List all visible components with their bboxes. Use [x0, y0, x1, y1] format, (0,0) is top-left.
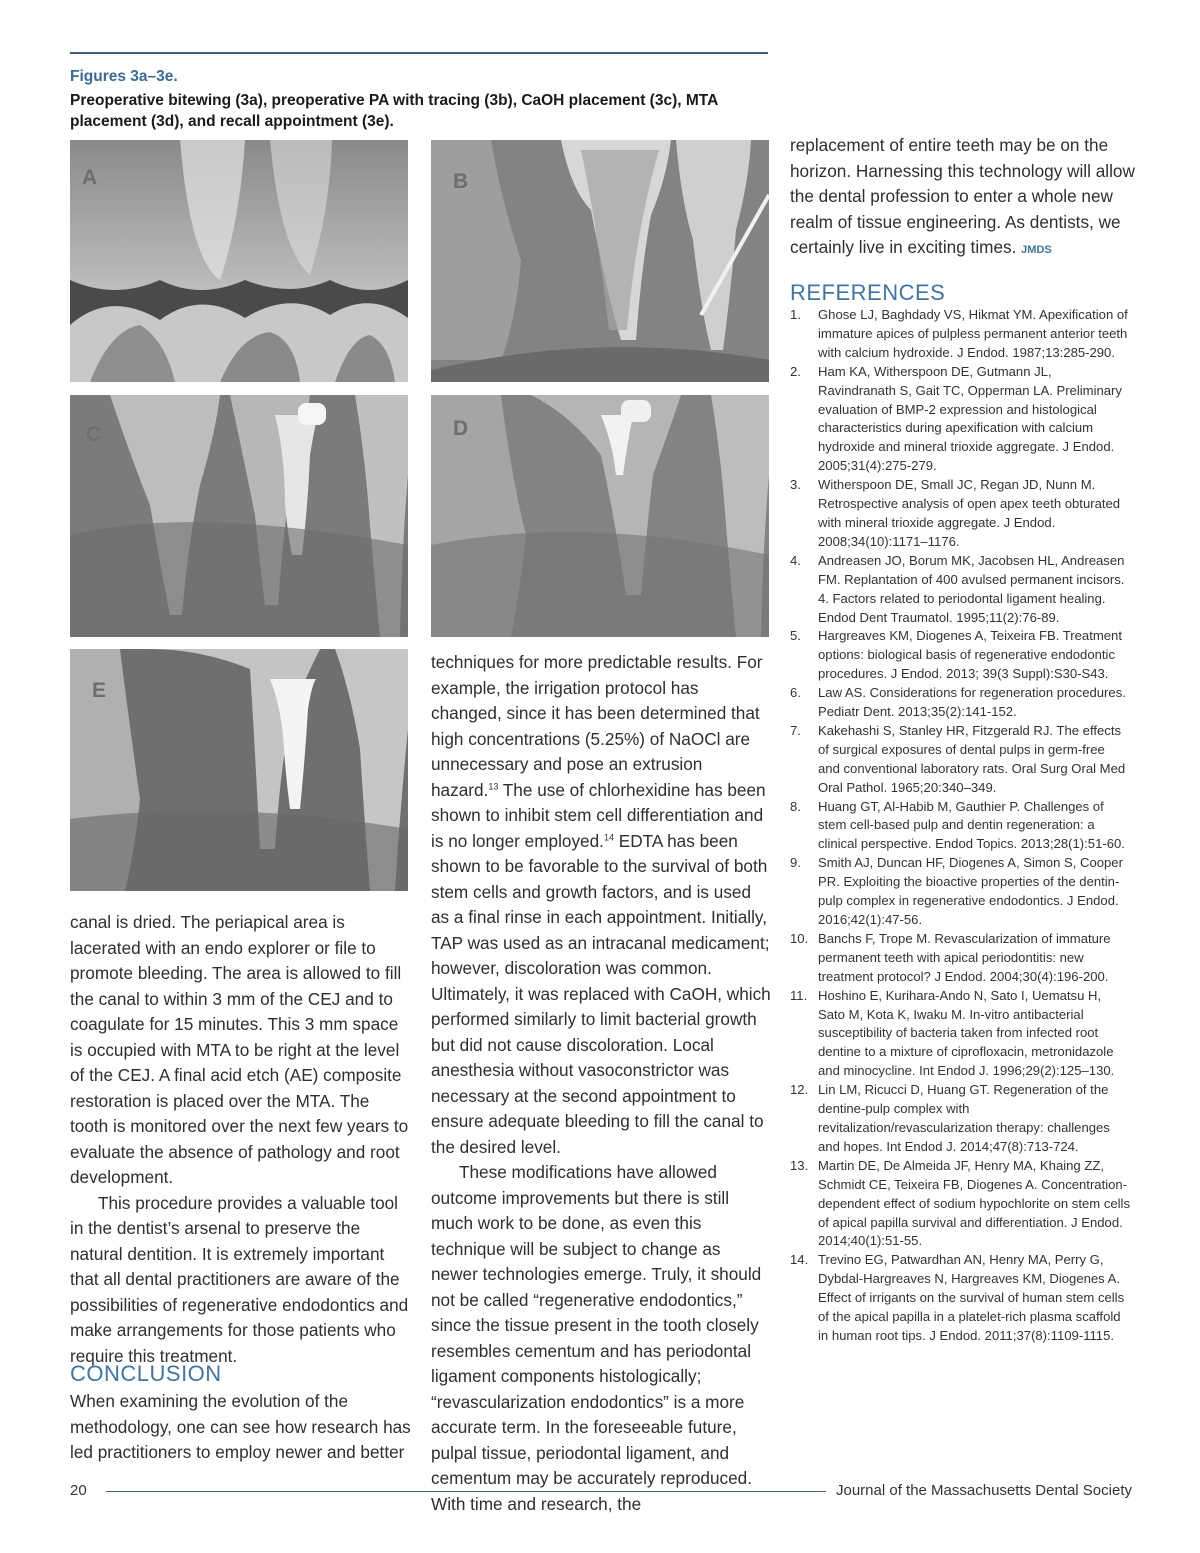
reference-number: 8. — [790, 798, 801, 814]
reference-text: Smith AJ, Duncan HF, Diogenes A, Simon S, Cooper PR. Exploiting the bioactive properties of the dentin-pulp complex in regenerative endodontics. J Endod. 2016;42(1):47-56. — [818, 855, 1123, 927]
reference-number: 2. — [790, 363, 801, 379]
reference-number: 4. — [790, 552, 801, 568]
reference-number: 12. — [790, 1082, 809, 1098]
reference-item — [790, 854, 1130, 930]
journal-name: Journal of the Massachusetts Dental Society — [836, 1482, 1132, 1499]
reference-item — [790, 476, 1130, 552]
panel-label-e: E — [92, 679, 107, 702]
right-column-text — [790, 133, 1135, 264]
reference-text: Kakehashi S, Stanley HR, Fitzgerald RJ. The effects of surgical exposures of dental pulps in germ-free and conventional laboratory rats. Oral Surg Oral Med Oral Pathol. 1965;20:340–349. — [818, 722, 1126, 795]
reference-text: Huang GT, Al-Habib M, Gauthier P. Challenges of stem cell-based pulp and dentin regeneration: a clinical perspective. Endod Topics. 2013;28(1):51-60. — [818, 798, 1125, 852]
conclusion-text — [70, 1389, 412, 1466]
reference-number: 9. — [790, 855, 801, 871]
reference-number: 1. — [790, 307, 801, 322]
xray-panel-c — [70, 395, 408, 637]
reference-item — [790, 627, 1130, 684]
reference-text: Banchs F, Trope M. Revascularization of immature permanent teeth with apical periodontitis: new treatment protocol? J Endod. 2004;30(4):196-200. — [818, 930, 1111, 984]
reference-text: Trevino EG, Patwardhan AN, Henry MA, Perry G, Dybdal-Hargreaves N, Hargreaves KM, Diogenes A. Effect of irrigants on the survival of human stem cells of the apical papilla in a platelet-rich plasma scaffold in human root tips. J Endod. 2011;37(8):1109-1115. — [818, 1252, 1125, 1343]
figure-title: Figures 3a–3e. — [70, 68, 178, 85]
middle-column-text — [431, 650, 771, 1517]
reference-number: 10. — [790, 930, 809, 946]
left-column-text — [70, 910, 412, 1369]
reference-item — [790, 306, 1130, 363]
reference-item — [790, 684, 1130, 722]
figure-caption: Preoperative bitewing (3a), preoperative PA with tracing (3b), CaOH placement (3c), MTA placement (3d), and recall appointment (3e). — [70, 92, 718, 130]
reference-item — [790, 722, 1130, 798]
reference-text: Andreasen JO, Borum MK, Jacobsen HL, Andreasen FM. Replantation of 400 avulsed permanent incisors. 4. Factors related to periodontal ligament healing. Endod Dent Traumatol. 1995;11(2):76-89. — [818, 552, 1125, 625]
reference-number: 7. — [790, 722, 801, 738]
reference-text: Hargreaves KM, Diogenes A, Teixeira FB. Treatment options: biological basis of regenerative endodontic procedures. J Endod. 2013; 39(3 Suppl):S30-S43. — [818, 628, 1122, 682]
paragraph: canal is dried. The periapical area is lacerated with an endo explorer or file to promote bleeding. The area is allowed to fill the canal to within 3 mm of the CEJ and to coagulate for 15 minutes. This 3 mm space is occupied with MTA to be right at the level of the CEJ. A final acid etch (AE) composite restoration is placed over the MTA. The tooth is monitored over the next few years to evaluate the absence of pathology and root development. — [70, 912, 409, 1187]
panel-label-d: D — [453, 417, 469, 440]
panel-label-a: A — [82, 166, 98, 189]
reference-text: Martin DE, De Almeida JF, Henry MA, Khaing ZZ, Schmidt CE, Teixeira FB, Diogenes A. Concentration-dependent effect of sodium hypochlorite on stem cells of apical papilla survival and differentiation. J Endod. 2014;40(1):51-55. — [818, 1157, 1131, 1249]
reference-item — [790, 363, 1130, 476]
panel-label-c: C — [86, 423, 102, 446]
references-heading: REFERENCES — [790, 280, 946, 305]
page-number: 20 — [70, 1482, 87, 1499]
reference-number: 13. — [790, 1157, 809, 1173]
reference-number: 14. — [790, 1252, 809, 1268]
reference-item — [790, 987, 1130, 1082]
reference-text: Ghose LJ, Baghdady VS, Hikmat YM. Apexification of immature apices of pulpless permanent anterior teeth with calcium hydroxide. J Endod. 1987;13:285-290. — [818, 307, 1128, 360]
reference-item — [790, 930, 1130, 987]
reference-item — [790, 1251, 1130, 1346]
reference-text: Witherspoon DE, Small JC, Regan JD, Nunn M. Retrospective analysis of open apex teeth obturated with mineral trioxide aggregate. J Endod. 2008;34(10):1171–1176. — [818, 477, 1121, 549]
reference-number: 5. — [790, 628, 801, 644]
panel-label-b: B — [453, 170, 469, 193]
reference-item — [790, 1157, 1130, 1252]
conclusion-heading: CONCLUSION — [70, 1361, 222, 1386]
footer-rule — [106, 1491, 826, 1492]
xray-panel-d — [431, 395, 769, 637]
jmds-signoff: JMDS — [1021, 244, 1052, 256]
xray-panel-a — [70, 140, 408, 382]
reference-text: Hoshino E, Kurihara-Ando N, Sato I, Uematsu H, Sato M, Kota K, Iwaku M. In-vitro antibacterial susceptibility of bacteria taken from infected root dentine to a mixture of ciprofloxacin, metronidazole and minocycline. Int Endod J. 1996;29(2):125–130. — [818, 987, 1115, 1079]
reference-item — [790, 552, 1130, 628]
reference-number: 11. — [790, 987, 808, 1003]
paragraph: These modifications have allowed outcome improvements but there is still much work to be done, as even this technique will be subject to change as newer technologies emerge. Truly, it should not be called “regenerative endodontics,” since the tissue present in the tooth closely resembles cementum and has periodontal ligament components histologically; “revascularization endodontics” is a more accurate term. In the foreseeable future, pulpal tissue, periodontal ligament, and cementum may be accurately reproduced. With time and research, the — [431, 1162, 762, 1514]
reference-number: 6. — [790, 685, 801, 701]
reference-text: Law AS. Considerations for regeneration procedures. Pediatr Dent. 2013;35(2):141-152. — [818, 685, 1126, 720]
xray-panel-e — [70, 649, 408, 891]
reference-text: Lin LM, Ricucci D, Huang GT. Regeneration of the dentine-pulp complex with revitalization/revascularization therapy: challenges and hopes. Int Endod J. 2014;47(8):713-724. — [818, 1082, 1110, 1154]
paragraph: This procedure provides a valuable tool in the dentist’s arsenal to preserve the natural dentition. It is extremely important that all dental practitioners are aware of the possibilities of regenerative endodontics and make arrangements for those patients who require this treatment. — [70, 1192, 409, 1366]
citation-13: 13 — [488, 780, 499, 791]
reference-item — [790, 1081, 1130, 1157]
xray-panel-b — [431, 140, 769, 382]
paragraph: When examining the evolution of the methodology, one can see how research has led practitioners to employ newer and better — [70, 1391, 411, 1462]
reference-number: 3. — [790, 477, 801, 493]
closing-paragraph: replacement of entire teeth may be on the horizon. Harnessing this technology will allow the dental profession to enter a whole new realm of tissue engineering. As dentists, we certainly live in exciting times. — [790, 135, 1135, 257]
reference-text: Ham KA, Witherspoon DE, Gutmann JL, Ravindranath S, Gait TC, Opperman LA. Preliminary evaluation of BMP-2 expression and histological characteristics during apexification with calcium hydroxide and mineral trioxide aggregate. J Endod. 2005;31(4):275-279. — [818, 363, 1122, 474]
top-rule — [70, 52, 768, 54]
citation-14: 14 — [603, 831, 614, 842]
reference-item — [790, 798, 1130, 855]
paragraph: techniques for more predictable results. For example, the irrigation protocol has changed, since it has been determined that high concentrations (5.25%) of NaOCl are unnecessary and pose an extrusion hazard.$^{13}$ The use of chlorhexidine has been shown to inhibit stem cell differentiation and is no longer employed.$^{14}$ EDTA has been shown to be favorable to the survival of both stem cells and growth factors, and is used as a final rinse in each appointment. Initially, TAP was used as an intracanal medicament; however, discoloration was common. Ultimately, it was replaced with CaOH, which performed similarly to limit bacterial growth but did not cause discoloration. Local anesthesia without vasoconstrictor was necessary at the second appointment to ensure adequate bleeding to fill the canal to the desired level. — [431, 652, 771, 1157]
reference-list — [790, 306, 1130, 1346]
